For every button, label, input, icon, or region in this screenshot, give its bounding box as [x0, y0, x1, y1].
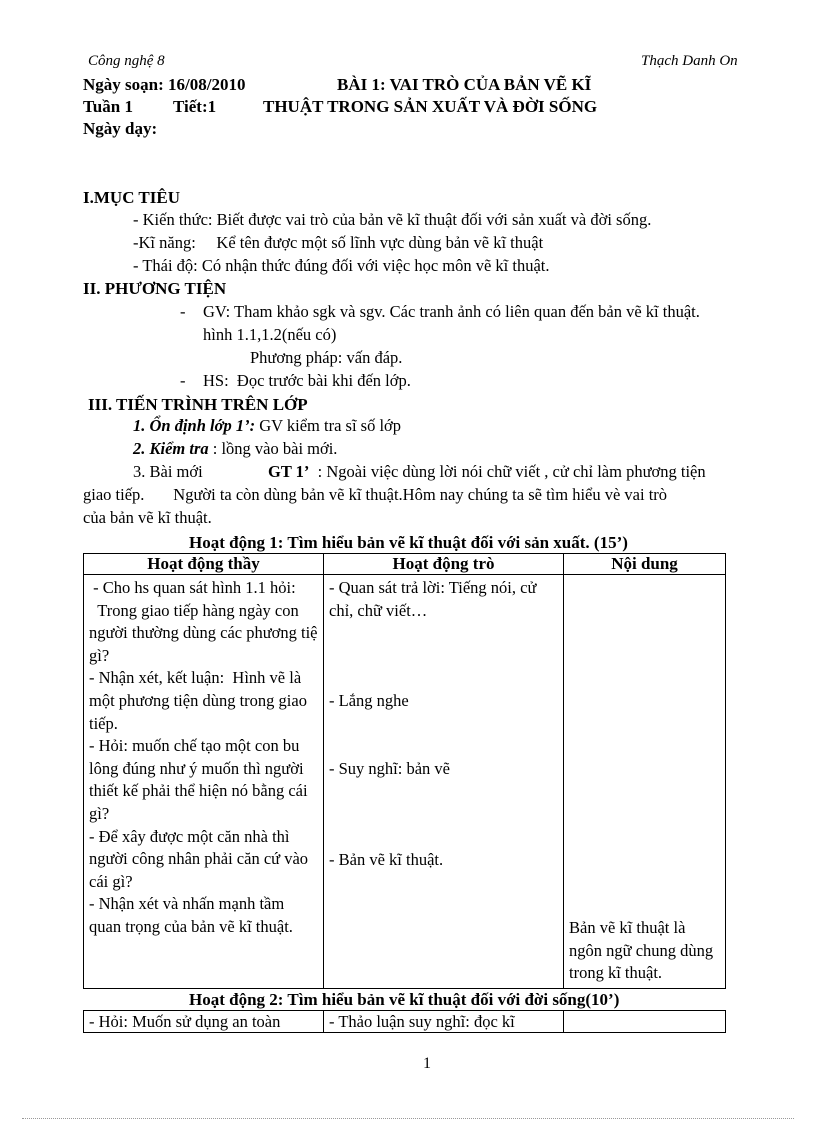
student-step: - Quan sát trả lời: Tiếng nói, cử chỉ, chữ viết…	[329, 578, 537, 620]
prep-date: Ngày soạn: 16/08/2010	[83, 75, 246, 94]
teacher-activity-cell: - Hỏi: Muốn sử dụng an toàn	[84, 1011, 324, 1033]
column-header-content: Nội dung	[564, 554, 726, 575]
table-row	[84, 575, 726, 989]
lesson-title-line-2: THUẬT TRONG SẢN XUẤT VÀ ĐỜI SỐNG	[263, 97, 598, 116]
teaching-method: Phương pháp: vấn đáp.	[250, 348, 403, 367]
step-3-text: : Ngoài việc dùng lời nói chữ viết , cử chỉ làm phương tiện	[309, 462, 706, 481]
column-header-student: Hoạt động trò	[324, 554, 564, 575]
activity-2-title: Hoạt động 2: Tìm hiểu bản vẽ kĩ thuật đối với đời sống(10’)	[189, 990, 620, 1009]
activity-1-title: Hoạt động 1: Tìm hiểu bản vẽ kĩ thuật đối với sản xuất. (15’)	[189, 533, 628, 552]
section-resources-heading: II. PHƯƠNG TIỆN	[83, 279, 227, 298]
procedure-step-3	[268, 464, 706, 481]
week: Tuần 1	[83, 97, 133, 116]
student-activity-cell: - Thảo luận suy nghĩ: đọc kĩ	[324, 1011, 564, 1033]
table-header-row	[84, 554, 726, 575]
table-row	[84, 1011, 726, 1033]
resource-teacher-line-1: GV: Tham khảo sgk và sgv. Các tranh ảnh có liên quan đến bản vẽ kĩ thuật.	[203, 302, 700, 321]
objective-knowledge: - Kiến thức: Biết được vai trò của bản vẽ kĩ thuật đối với sản xuất và đời sống.	[133, 210, 652, 229]
teacher-activity-cell	[84, 575, 324, 989]
objective-attitude: - Thái độ: Có nhận thức đúng đối với việc học môn vẽ kĩ thuật.	[133, 256, 550, 275]
period: Tiết:1	[173, 97, 217, 116]
resource-student: HS: Đọc trước bài khi đến lớp.	[203, 371, 411, 390]
section-procedure-heading: III. TIẾN TRÌNH TRÊN LỚP	[88, 395, 308, 414]
student-step: - Bản vẽ kĩ thuật.	[329, 850, 444, 869]
content-cell	[564, 575, 726, 989]
page-edge-divider	[22, 1118, 794, 1119]
procedure-step-2	[133, 441, 337, 458]
section-objectives-heading: I.MỤC TIÊU	[83, 188, 180, 207]
header-subject: Công nghệ 8	[88, 53, 165, 69]
procedure-step-1	[133, 418, 401, 435]
teacher-step: - Hỏi: muốn chế tạo một con bu lông đúng như ý muốn thì người thiết kế phải thể hiện nó bằng cái gì?	[89, 736, 308, 823]
content-summary: Bản vẽ kĩ thuật là ngôn ngữ chung dùng trong kĩ thuật.	[569, 918, 714, 983]
teacher-step: - Để xây được một căn nhà thì người công nhân phải căn cứ vào cái gì?	[89, 826, 309, 891]
teacher-step: - Cho hs quan sát hình 1.1 hỏi:	[89, 578, 296, 597]
teach-date: Ngày dạy:	[83, 119, 158, 138]
page-number: 1	[423, 1055, 431, 1072]
teacher-step: Trong giao tiếp hàng ngày con người thường dùng các phương tiệ gì?	[89, 600, 322, 665]
content-cell	[564, 1011, 726, 1033]
resource-teacher-line-2: hình 1.1,1.2(nếu có)	[203, 325, 337, 344]
list-bullet: -	[180, 371, 186, 390]
student-step: - Suy nghĩ: bản vẽ	[329, 759, 450, 778]
intro-line-2: giao tiếp. Người ta còn dùng bản vẽ kĩ thuật.Hôm nay chúng ta sẽ tìm hiểu vè vai trò	[83, 485, 668, 504]
column-header-teacher: Hoạt động thầy	[84, 554, 324, 575]
header-teacher: Thạch Danh On	[641, 53, 738, 69]
intro-line-3: của bản vẽ kĩ thuật.	[83, 508, 212, 527]
activity-1-table	[83, 553, 726, 989]
step-1-text: GV kiểm tra sĩ số lớp	[255, 416, 402, 435]
student-activity-cell	[324, 575, 564, 989]
step-1-label: 1. Ổn định lớp 1’:	[133, 416, 256, 435]
teacher-step: - Nhận xét, kết luận: Hình vẽ là một phương tiện dùng trong giao tiếp.	[89, 668, 312, 733]
teacher-step: - Nhận xét và nhấn mạnh tầm quan trọng của bản vẽ kĩ thuật.	[89, 894, 293, 936]
list-bullet: -	[180, 302, 186, 321]
step-3-label: 3. Bài mới	[133, 462, 203, 481]
student-step: - Lắng nghe	[329, 691, 409, 710]
step-3-gt: GT 1’	[268, 462, 310, 481]
activity-2-table	[83, 1010, 726, 1033]
step-2-text: : lồng vào bài mới.	[208, 439, 338, 458]
lesson-title-line-1: BÀI 1: VAI TRÒ CỦA BẢN VẼ KĨ	[337, 75, 592, 94]
objective-skill: -Kĩ năng: Kể tên được một số lĩnh vực dùng bản vẽ kĩ thuật	[133, 233, 544, 252]
step-2-label: 2. Kiểm tra	[133, 439, 209, 458]
